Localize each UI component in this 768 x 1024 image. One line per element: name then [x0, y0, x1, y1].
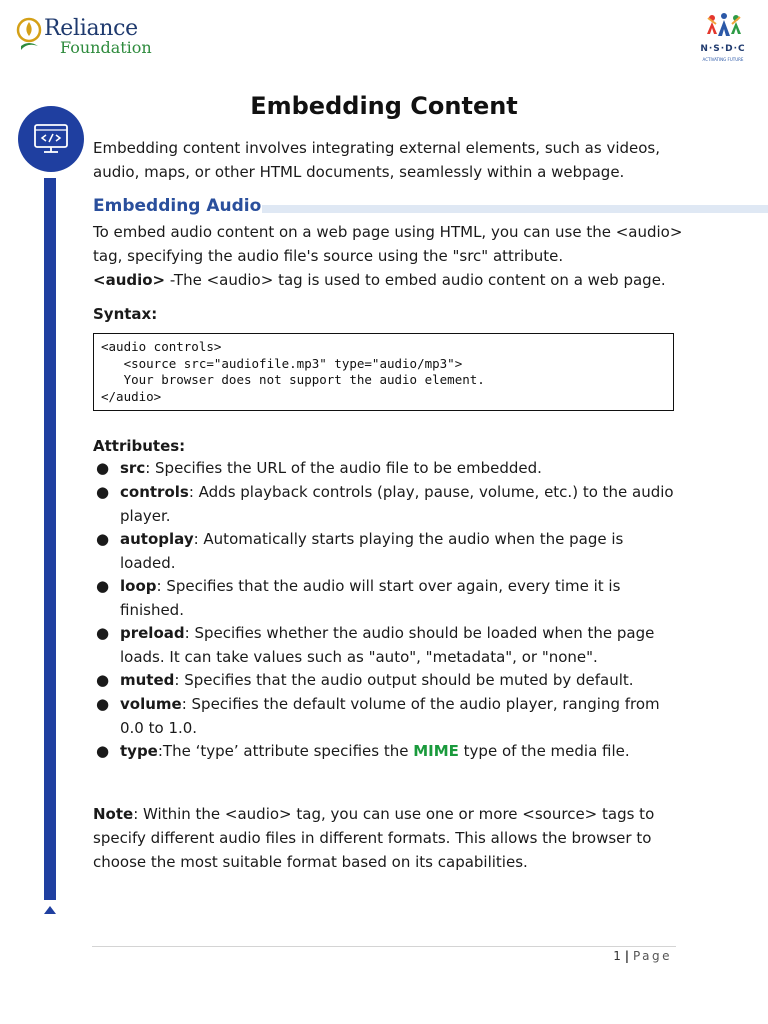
page-number: 1	[613, 949, 621, 963]
list-item	[96, 528, 686, 576]
audio-tag-term: <audio>	[93, 271, 166, 289]
list-item	[96, 481, 686, 529]
nsdc-people-logo-icon	[704, 12, 744, 42]
page-title: Embedding Content	[250, 92, 518, 120]
partner-tagline: ACTIVATING FUTURE	[702, 57, 744, 62]
attr-term: type	[120, 742, 158, 760]
code-text: <audio controls> <source src="audiofile.mp3" type="audio/mp3"> Your browser does not support the audio element. </audio>	[101, 339, 485, 404]
attr-term: muted	[120, 671, 175, 689]
attr-text: : Specifies whether the audio should be loaded when the page loads. It can take values such as "auto", "metadata", or "none".	[120, 624, 655, 666]
attr-text: : Specifies that the audio output should be muted by default.	[174, 671, 634, 689]
attr-term: volume	[120, 695, 182, 713]
bullet: ●	[96, 624, 110, 642]
bullet: ●	[96, 483, 110, 501]
attr-text: : Adds playback controls (play, pause, volume, etc.) to the audio player.	[120, 483, 674, 525]
audio-tag-definition: -The <audio> tag is used to embed audio content on a web page.	[165, 271, 666, 289]
section-heading-rule	[262, 205, 768, 213]
syntax-label: Syntax:	[93, 305, 158, 323]
page-label: Page	[632, 949, 672, 963]
bullet: ●	[96, 577, 110, 595]
side-accent-bar	[44, 178, 56, 900]
bullet: ●	[96, 695, 110, 713]
attr-text-after: type of the media file.	[458, 742, 630, 760]
note-paragraph	[93, 802, 693, 874]
intro-paragraph: Embedding content involves integrating external elements, such as videos, audio, maps, or other HTML documents, seamlessly within a webpage.	[93, 139, 661, 181]
attr-term: controls	[120, 483, 189, 501]
note-text: : Within the <audio> tag, you can use one or more <source> tags to specify different audio files in different formats. This allows the browser to choose the most suitable format based on its capabilities.	[93, 805, 655, 871]
code-block	[93, 333, 674, 411]
arrow-up-icon	[44, 906, 56, 914]
section-paragraph	[93, 220, 713, 292]
bullet: ●	[96, 742, 110, 760]
page-footer	[560, 947, 672, 965]
attr-term: preload	[120, 624, 185, 642]
attr-text: : Specifies the URL of the audio file to be embedded.	[145, 459, 542, 477]
page-separator: |	[624, 949, 630, 963]
attr-text: :The ‘type’ attribute specifies the	[157, 742, 414, 760]
list-item	[96, 457, 686, 481]
section-para-text: To embed audio content on a web page using HTML, you can use the <audio> tag, specifying the audio file's source using the "src" attribute.	[93, 223, 683, 265]
list-item	[96, 740, 686, 764]
nsdc-logo	[690, 12, 756, 64]
reliance-foundation-logo	[16, 14, 156, 60]
bullet: ●	[96, 671, 110, 689]
org-sub: Foundation	[60, 38, 152, 57]
attr-text: : Specifies that the audio will start over again, every time it is finished.	[120, 577, 621, 619]
attr-term: loop	[120, 577, 157, 595]
org-name: Reliance	[44, 16, 138, 41]
attr-term: src	[120, 459, 146, 477]
section-heading: Embedding Audio	[93, 196, 262, 216]
note-term: Note	[93, 805, 134, 823]
list-item	[96, 693, 686, 741]
list-item	[96, 669, 686, 693]
bullet: ●	[96, 459, 110, 477]
partner-name: N·S·D·C	[700, 44, 746, 54]
attr-text: : Automatically starts playing the audio when the page is loaded.	[120, 530, 624, 572]
list-item	[96, 622, 686, 670]
mime-highlight: MIME	[413, 742, 459, 760]
list-item	[96, 575, 686, 623]
bullet: ●	[96, 530, 110, 548]
attributes-label: Attributes:	[93, 437, 186, 455]
reliance-flame-logo-icon	[16, 16, 42, 56]
attr-text: : Specifies the default volume of the audio player, ranging from 0.0 to 1.0.	[120, 695, 660, 737]
attr-term: autoplay	[120, 530, 194, 548]
